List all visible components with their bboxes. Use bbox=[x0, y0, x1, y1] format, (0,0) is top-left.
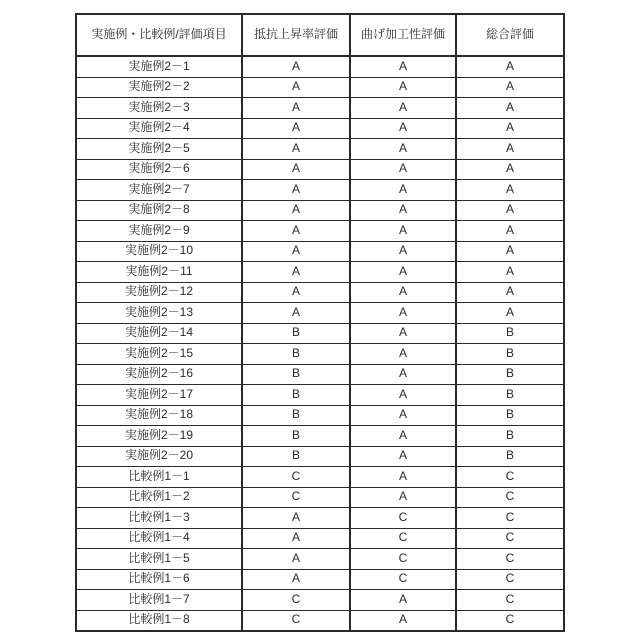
evaluation-grade-cell: A bbox=[242, 221, 350, 242]
table-row bbox=[76, 262, 564, 283]
evaluation-grade-cell: A bbox=[456, 200, 564, 221]
evaluation-grade-cell: B bbox=[242, 446, 350, 467]
table-row bbox=[76, 446, 564, 467]
table-row bbox=[76, 508, 564, 529]
evaluation-grade-cell: C bbox=[456, 569, 564, 590]
table-row bbox=[76, 426, 564, 447]
table-row bbox=[76, 282, 564, 303]
row-label-cell: 実施例2－16 bbox=[76, 364, 242, 385]
evaluation-grade-cell: A bbox=[350, 200, 456, 221]
row-label-cell: 実施例2－14 bbox=[76, 323, 242, 344]
table-row bbox=[76, 549, 564, 570]
table-row bbox=[76, 180, 564, 201]
evaluation-grade-cell: A bbox=[350, 610, 456, 631]
table-row bbox=[76, 139, 564, 160]
table-row bbox=[76, 487, 564, 508]
table-row bbox=[76, 610, 564, 631]
evaluation-grade-cell: A bbox=[350, 303, 456, 324]
evaluation-grade-cell: A bbox=[350, 56, 456, 77]
row-label-cell: 比較例1－7 bbox=[76, 590, 242, 611]
evaluation-grade-cell: B bbox=[456, 405, 564, 426]
evaluation-grade-cell: C bbox=[456, 549, 564, 570]
evaluation-grade-cell: A bbox=[350, 344, 456, 365]
evaluation-grade-cell: B bbox=[456, 364, 564, 385]
row-label-cell: 実施例2－3 bbox=[76, 98, 242, 119]
evaluation-table bbox=[75, 13, 565, 632]
row-label-cell: 実施例2－15 bbox=[76, 344, 242, 365]
evaluation-grade-cell: A bbox=[242, 56, 350, 77]
evaluation-grade-cell: A bbox=[350, 446, 456, 467]
evaluation-grade-cell: C bbox=[242, 487, 350, 508]
row-label-cell: 比較例1－2 bbox=[76, 487, 242, 508]
row-label-cell: 実施例2－6 bbox=[76, 159, 242, 180]
table-row bbox=[76, 364, 564, 385]
evaluation-grade-cell: B bbox=[456, 385, 564, 406]
table-row bbox=[76, 344, 564, 365]
evaluation-grade-cell: A bbox=[242, 262, 350, 283]
evaluation-grade-cell: C bbox=[456, 528, 564, 549]
evaluation-grade-cell: A bbox=[456, 241, 564, 262]
evaluation-grade-cell: A bbox=[242, 303, 350, 324]
evaluation-grade-cell: C bbox=[456, 590, 564, 611]
evaluation-grade-cell: A bbox=[456, 303, 564, 324]
row-label-cell: 比較例1－6 bbox=[76, 569, 242, 590]
evaluation-grade-cell: B bbox=[242, 426, 350, 447]
evaluation-grade-cell: A bbox=[242, 569, 350, 590]
evaluation-grade-cell: C bbox=[456, 508, 564, 529]
evaluation-grade-cell: C bbox=[242, 610, 350, 631]
evaluation-grade-cell: A bbox=[350, 385, 456, 406]
evaluation-grade-cell: A bbox=[350, 323, 456, 344]
evaluation-grade-cell: A bbox=[242, 241, 350, 262]
evaluation-grade-cell: B bbox=[456, 426, 564, 447]
evaluation-grade-cell: A bbox=[350, 159, 456, 180]
evaluation-grade-cell: B bbox=[242, 323, 350, 344]
table-row bbox=[76, 221, 564, 242]
header-cell-example-comparative: 実施例・比較例/評価項目 bbox=[76, 14, 242, 56]
evaluation-grade-cell: A bbox=[242, 282, 350, 303]
table-row bbox=[76, 385, 564, 406]
row-label-cell: 実施例2－4 bbox=[76, 118, 242, 139]
evaluation-grade-cell: A bbox=[350, 590, 456, 611]
evaluation-grade-cell: A bbox=[456, 221, 564, 242]
evaluation-grade-cell: A bbox=[350, 364, 456, 385]
evaluation-grade-cell: A bbox=[456, 159, 564, 180]
evaluation-grade-cell: A bbox=[350, 77, 456, 98]
evaluation-grade-cell: A bbox=[350, 426, 456, 447]
evaluation-grade-cell: A bbox=[350, 241, 456, 262]
evaluation-grade-cell: A bbox=[242, 200, 350, 221]
row-label-cell: 比較例1－5 bbox=[76, 549, 242, 570]
evaluation-grade-cell: A bbox=[242, 180, 350, 201]
evaluation-grade-cell: A bbox=[242, 118, 350, 139]
evaluation-grade-cell: A bbox=[350, 118, 456, 139]
row-label-cell: 比較例1－8 bbox=[76, 610, 242, 631]
evaluation-grade-cell: A bbox=[456, 118, 564, 139]
row-label-cell: 実施例2－2 bbox=[76, 77, 242, 98]
evaluation-grade-cell: B bbox=[456, 323, 564, 344]
row-label-cell: 比較例1－1 bbox=[76, 467, 242, 488]
evaluation-table-container bbox=[75, 13, 563, 632]
evaluation-grade-cell: A bbox=[456, 262, 564, 283]
evaluation-grade-cell: A bbox=[242, 528, 350, 549]
evaluation-grade-cell: C bbox=[350, 528, 456, 549]
table-row bbox=[76, 303, 564, 324]
row-label-cell: 実施例2－8 bbox=[76, 200, 242, 221]
evaluation-grade-cell: A bbox=[242, 549, 350, 570]
evaluation-grade-cell: A bbox=[242, 77, 350, 98]
evaluation-grade-cell: C bbox=[456, 467, 564, 488]
evaluation-grade-cell: B bbox=[242, 385, 350, 406]
evaluation-grade-cell: B bbox=[456, 344, 564, 365]
row-label-cell: 実施例2－10 bbox=[76, 241, 242, 262]
table-row bbox=[76, 569, 564, 590]
row-label-cell: 実施例2－11 bbox=[76, 262, 242, 283]
table-row bbox=[76, 405, 564, 426]
table-row bbox=[76, 200, 564, 221]
evaluation-grade-cell: A bbox=[456, 98, 564, 119]
row-label-cell: 実施例2－18 bbox=[76, 405, 242, 426]
header-cell-resistance-increase: 抵抗上昇率評価 bbox=[242, 14, 350, 56]
header-cell-bending-workability: 曲げ加工性評価 bbox=[350, 14, 456, 56]
table-header-row bbox=[76, 14, 564, 56]
evaluation-grade-cell: A bbox=[242, 139, 350, 160]
evaluation-grade-cell: A bbox=[456, 282, 564, 303]
table-row bbox=[76, 528, 564, 549]
table-row bbox=[76, 56, 564, 77]
evaluation-grade-cell: C bbox=[456, 610, 564, 631]
evaluation-grade-cell: A bbox=[456, 139, 564, 160]
row-label-cell: 実施例2－9 bbox=[76, 221, 242, 242]
evaluation-grade-cell: A bbox=[350, 139, 456, 160]
table-row bbox=[76, 77, 564, 98]
row-label-cell: 比較例1－3 bbox=[76, 508, 242, 529]
row-label-cell: 実施例2－12 bbox=[76, 282, 242, 303]
table-row bbox=[76, 323, 564, 344]
row-label-cell: 実施例2－17 bbox=[76, 385, 242, 406]
table-row bbox=[76, 118, 564, 139]
row-label-cell: 実施例2－13 bbox=[76, 303, 242, 324]
table-row bbox=[76, 590, 564, 611]
evaluation-grade-cell: B bbox=[242, 344, 350, 365]
evaluation-grade-cell: A bbox=[242, 159, 350, 180]
evaluation-grade-cell: A bbox=[456, 56, 564, 77]
evaluation-grade-cell: B bbox=[242, 405, 350, 426]
evaluation-grade-cell: C bbox=[242, 590, 350, 611]
evaluation-grade-cell: A bbox=[350, 282, 456, 303]
row-label-cell: 実施例2－19 bbox=[76, 426, 242, 447]
row-label-cell: 実施例2－5 bbox=[76, 139, 242, 160]
row-label-cell: 実施例2－20 bbox=[76, 446, 242, 467]
row-label-cell: 実施例2－7 bbox=[76, 180, 242, 201]
evaluation-grade-cell: A bbox=[350, 221, 456, 242]
evaluation-grade-cell: C bbox=[350, 508, 456, 529]
evaluation-grade-cell: A bbox=[350, 487, 456, 508]
evaluation-grade-cell: A bbox=[350, 405, 456, 426]
table-row bbox=[76, 467, 564, 488]
evaluation-grade-cell: B bbox=[242, 364, 350, 385]
evaluation-grade-cell: A bbox=[456, 180, 564, 201]
table-row bbox=[76, 241, 564, 262]
evaluation-grade-cell: A bbox=[350, 98, 456, 119]
evaluation-grade-cell: C bbox=[350, 549, 456, 570]
evaluation-grade-cell: A bbox=[350, 467, 456, 488]
evaluation-grade-cell: B bbox=[456, 446, 564, 467]
row-label-cell: 比較例1－4 bbox=[76, 528, 242, 549]
header-cell-overall-evaluation: 総合評価 bbox=[456, 14, 564, 56]
evaluation-grade-cell: A bbox=[350, 180, 456, 201]
evaluation-grade-cell: A bbox=[350, 262, 456, 283]
evaluation-grade-cell: C bbox=[350, 569, 456, 590]
table-row bbox=[76, 98, 564, 119]
evaluation-grade-cell: C bbox=[456, 487, 564, 508]
evaluation-grade-cell: A bbox=[456, 77, 564, 98]
evaluation-grade-cell: C bbox=[242, 467, 350, 488]
evaluation-grade-cell: A bbox=[242, 508, 350, 529]
table-row bbox=[76, 159, 564, 180]
evaluation-grade-cell: A bbox=[242, 98, 350, 119]
row-label-cell: 実施例2－1 bbox=[76, 56, 242, 77]
